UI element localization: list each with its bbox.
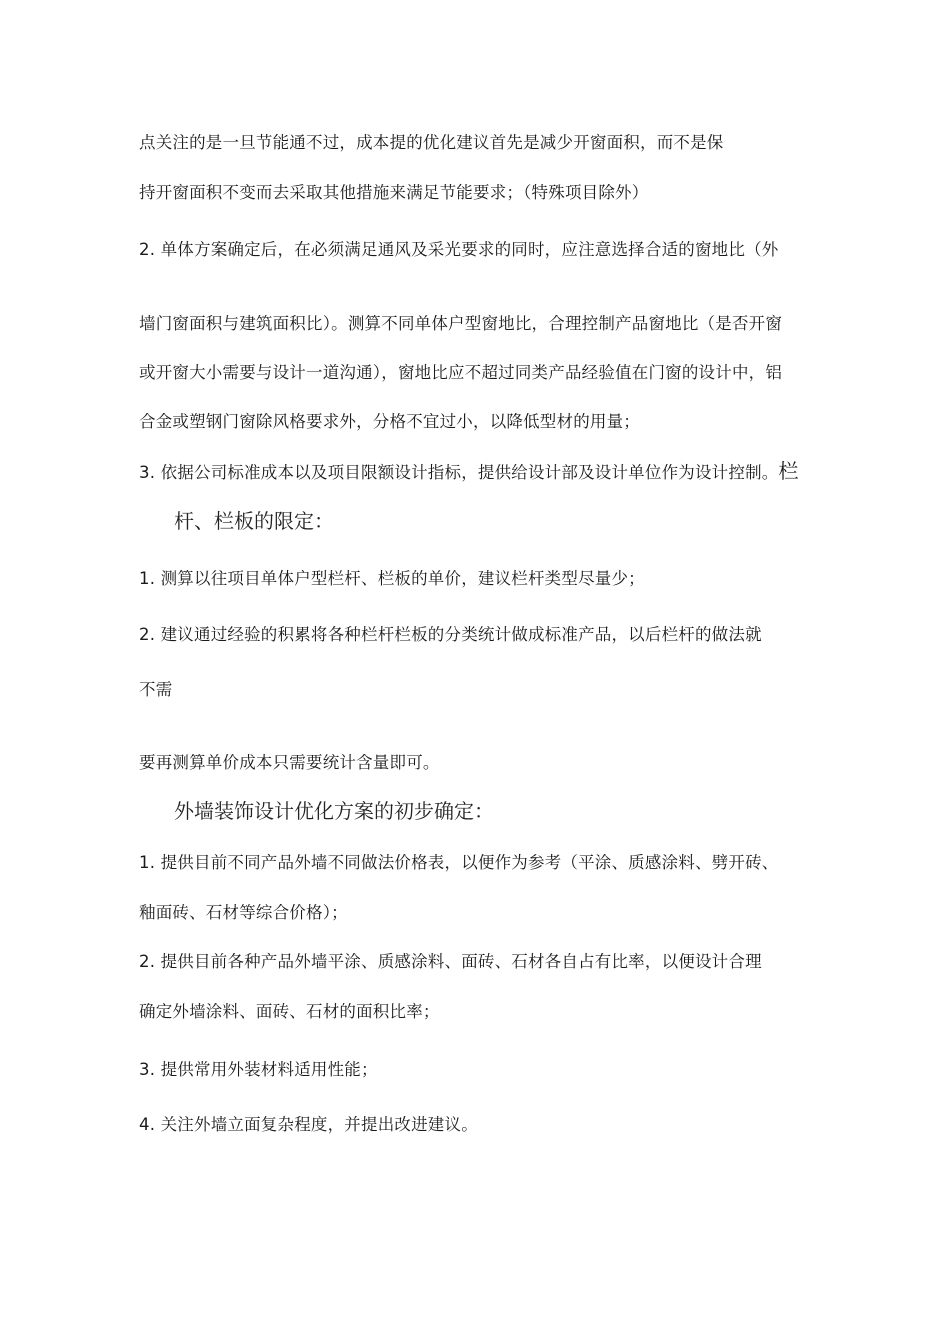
paragraph-line: 不需: [139, 680, 173, 699]
paragraph-line: 或开窗大小需要与设计一道沟通），窗地比应不超过同类产品经验值在门窗的设计中，铝: [139, 363, 783, 382]
list-item: 2. 建议通过经验的积累将各种栏杆栏板的分类统计做成标准产品，以后栏杆的做法就: [139, 625, 762, 644]
list-item: 2. 提供目前各种产品外墙平涂、质感涂料、面砖、石材各自占有比率，以便设计合理: [139, 952, 762, 971]
list-item-window-ratio: 2. 单体方案确定后，在必须满足通风及采光要求的同时，应注意选择合适的窗地比（外: [139, 240, 779, 259]
list-item-text: 3. 依据公司标准成本以及项目限额设计指标，提供给设计部及设计单位作为设计控制。: [139, 463, 779, 482]
paragraph-line: 墙门窗面积与建筑面积比）。测算不同单体户型窗地比，合理控制产品窗地比（是否开窗: [139, 314, 783, 333]
paragraph-line: 点关注的是一旦节能通不过，成本提的优化建议首先是减少开窗面积，而不是保: [139, 133, 724, 152]
paragraph-line: 持开窗面积不变而去采取其他措施来满足节能要求；（特殊项目除外）: [139, 183, 649, 202]
paragraph-line: 釉面砖、石材等综合价格）；: [139, 903, 348, 922]
list-item: 4. 关注外墙立面复杂程度，并提出改进建议。: [139, 1115, 478, 1134]
list-item: 1. 提供目前不同产品外墙不同做法价格表，以便作为参考（平涂、质感涂料、劈开砖、: [139, 853, 779, 872]
paragraph-line: 合金或塑钢门窗除风格要求外，分格不宜过小，以降低型材的用量；: [139, 412, 640, 431]
paragraph-line: 要再测算单价成本只需要统计含量即可。: [139, 753, 440, 772]
heading-fragment: 栏: [778, 459, 799, 483]
list-item: 1. 测算以往项目单体户型栏杆、栏板的单价，建议栏杆类型尽量少；: [139, 569, 645, 588]
list-item: 3. 提供常用外装材料适用性能；: [139, 1060, 378, 1079]
list-item-cost-control: [139, 460, 799, 484]
section-heading-facade: 外墙装饰设计优化方案的初步确定：: [174, 799, 494, 823]
paragraph-line: 确定外墙涂料、面砖、石材的面积比率；: [139, 1002, 440, 1021]
section-heading-railing: 杆、栏板的限定：: [174, 509, 334, 533]
